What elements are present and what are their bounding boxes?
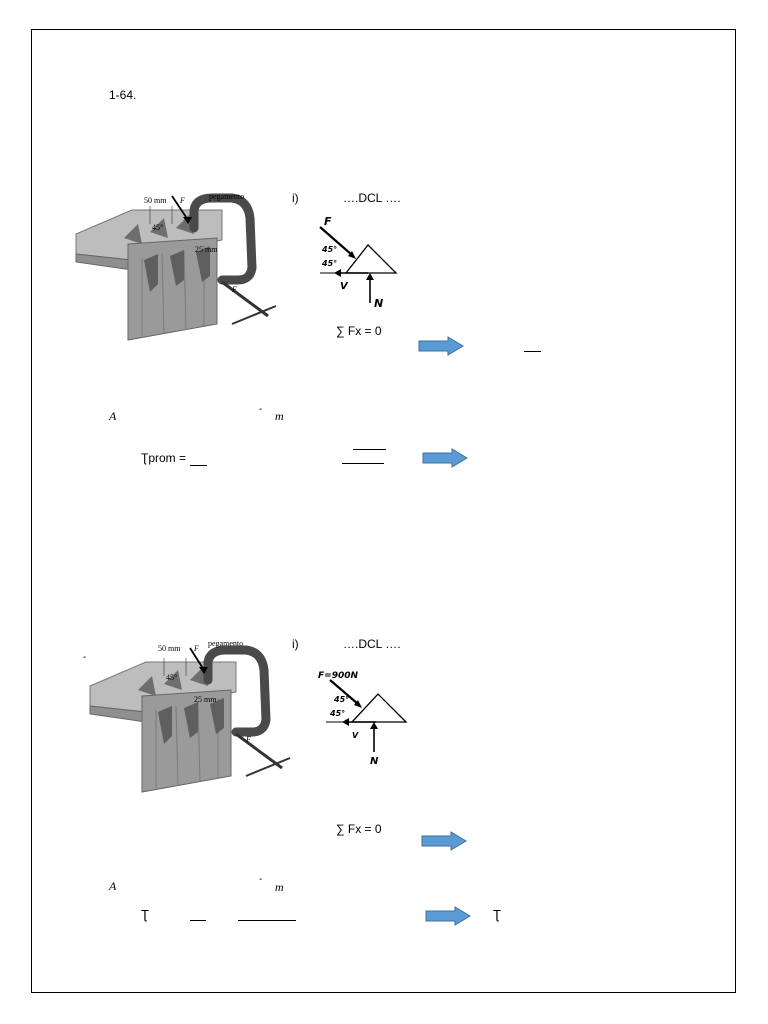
- blank-line: [190, 920, 206, 921]
- force-label-lower: F: [232, 285, 237, 294]
- force-label-lower: F: [246, 735, 251, 744]
- part-label: i): [292, 637, 299, 651]
- fraction-bar: [238, 920, 296, 921]
- dim-50mm-label: 50 mm: [144, 196, 167, 205]
- dcl-label: ….DCL ….: [343, 191, 401, 205]
- angle-label: 45°: [166, 673, 178, 682]
- glue-label: pegamento: [209, 192, 245, 201]
- area-symbol: A: [109, 879, 117, 893]
- clamp-figure: [86, 634, 298, 794]
- tau-symbol-left: Ʈ: [141, 907, 149, 922]
- fbd-normal-label: N: [374, 297, 384, 310]
- fraction-bar: [342, 463, 384, 464]
- part-label: i): [292, 191, 299, 205]
- problem-number: 1-64.: [109, 88, 137, 102]
- tau-average-equation: Ʈprom =: [141, 451, 187, 465]
- page-border: [31, 29, 736, 993]
- dim-25mm-label: 25 mm: [195, 245, 218, 254]
- free-body-diagram: [314, 211, 398, 311]
- area-unit: m: [275, 880, 284, 894]
- force-label: F: [194, 644, 199, 653]
- block-arrow-3: [421, 831, 467, 851]
- area-symbol: A: [109, 409, 117, 423]
- sum-fx-equation: ∑ Fx = 0: [336, 324, 382, 338]
- fraction-numerator-line: [353, 449, 386, 450]
- block-arrow-4: [425, 906, 471, 926]
- fbd-angle-bottom: 45°: [322, 259, 338, 268]
- fbd-angle-top: 45°: [322, 245, 338, 254]
- side-mark: -: [83, 652, 87, 663]
- fbd-shear-label: V: [352, 731, 359, 740]
- area-unit: m: [275, 409, 284, 423]
- dim-50mm-label: 50 mm: [158, 644, 181, 653]
- free-body-diagram: [316, 664, 410, 768]
- sum-fx-equation: ∑ Fx = 0: [336, 822, 382, 836]
- block-arrow-1: [418, 336, 464, 356]
- fbd-shear-label: V: [340, 281, 348, 292]
- fbd-force-label: F: [324, 215, 332, 228]
- force-label: F: [180, 196, 185, 205]
- clamp-figure: [72, 188, 284, 343]
- blank-line: [190, 465, 207, 466]
- fbd-force-label: F=900N: [318, 671, 359, 681]
- fbd-angle-top: 45°: [334, 695, 350, 704]
- fbd-angle-bottom: 45°: [330, 709, 346, 718]
- block-arrow-2: [422, 448, 468, 468]
- dim-25mm-label: 25 mm: [194, 695, 217, 704]
- tau-symbol-right: Ʈ: [493, 907, 501, 922]
- fbd-normal-label: N: [370, 756, 379, 767]
- angle-label: 45°: [152, 223, 164, 232]
- dcl-label: ….DCL ….: [343, 637, 401, 651]
- blank-line: [524, 351, 541, 352]
- glue-label: pegamento: [208, 639, 244, 648]
- area-dash: -: [259, 874, 263, 885]
- area-dash: -: [259, 404, 263, 415]
